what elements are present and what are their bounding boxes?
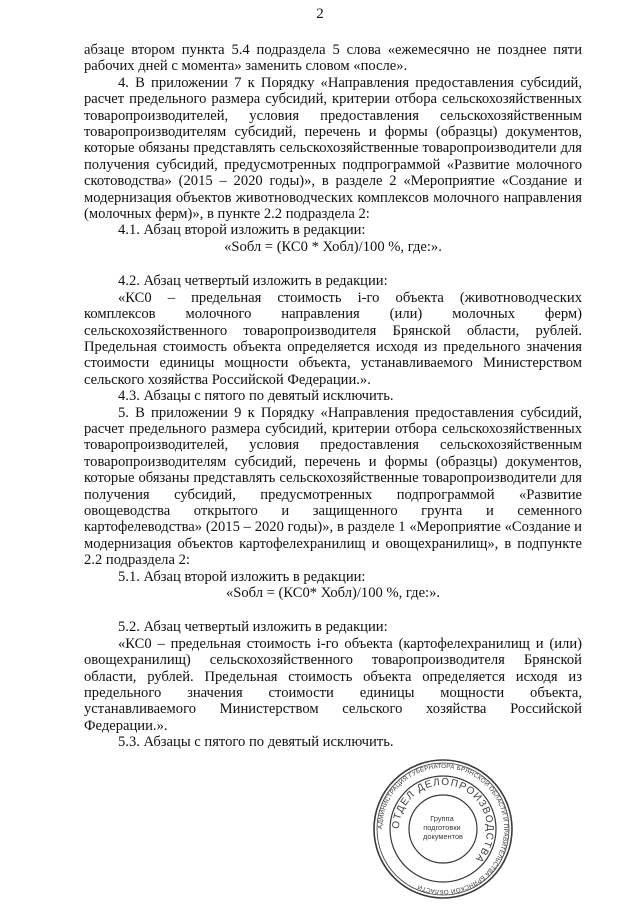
spacer (84, 255, 582, 273)
paragraph-continuation: абзаце втором пункта 5.4 подраздела 5 слова «ежемесячно не позднее пяти рабочих дней с момента» заменить словом «после». (84, 42, 582, 75)
spacer (84, 601, 582, 619)
paragraph-item-5-2: 5.2. Абзац четвертый изложить в редакции: (118, 619, 388, 636)
formula-4-1: «Sобл = (КС0 * Хобл)/100 %, где:». (224, 238, 442, 255)
svg-text:Группа подготовки: Группа подготовки документов (423, 814, 463, 841)
paragraph-item-4-2: 4.2. Абзац четвертый изложить в редакции: (118, 273, 388, 290)
paragraph-definition-5-2: «КС0 – предельная стоимость i-го объекта (картофелехранилищ и (или) овощехранилищ) сельскохозяйственного товаропроизводителя Брянской области, рублей. Предельная стоимость объекта определяется исходя из предельного значения стоимости единицы мощности объекта, устанавливаемого Министерством сельского хозяйства Российской Федерации.». (84, 635, 582, 734)
paragraph-definition-4-2: «КС0 – предельная стоимость i-го объекта (животноводческих комплексов молочного направления (или) молочных ферм) сельскохозяйственного товаропроизводителя Брянской области, рублей. Предельная стоимость объекта определяется исходя из предельного значения стоимости единицы мощности объекта, устанавливаемого Министерством сельского хозяйства Российской Федерации.». (84, 289, 582, 388)
stamp-seal-icon (372, 758, 514, 900)
paragraph-item-4-1: 4.1. Абзац второй изложить в редакции: (118, 222, 366, 239)
document-body (84, 42, 582, 751)
stamp-inner-text: ОТДЕЛ ДЕЛОПРОИЗВОДСТВА (390, 776, 496, 865)
paragraph-item-5-1: 5.1. Абзац второй изложить в редакции: (118, 568, 366, 585)
paragraph-item-4: 4. В приложении 7 к Порядку «Направления предоставления субсидий, расчет предельного размера субсидий, критерии отбора сельскохозяйственных товаропроизводителей, условия предоставления сельскохозяйственным товаропроизводителям субсидий, перечень и формы (образцы) документов, которые обязаны представлять сельскохозяйственные товаропроизводители для получения субсидий, предусмотренных подпрограммой «Развитие молочного скотоводства» (2015 – 2020 годы)», в разделе 2 «Мероприятие «Создание и модернизация объектов животноводческих комплексов молочного направления (молочных ферм)», в пункте 2.2 подраздела 2: (84, 74, 582, 223)
office-stamp (372, 758, 514, 900)
paragraph-item-4-3: 4.3. Абзацы с пятого по девятый исключить. (118, 388, 394, 405)
paragraph-item-5-3: 5.3. Абзацы с пятого по девятый исключить. (118, 734, 394, 751)
page-number: 2 (316, 6, 324, 22)
paragraph-item-5: 5. В приложении 9 к Порядку «Направления предоставления субсидий, расчет предельного размера субсидий, критерии отбора сельскохозяйственных товаропроизводителей, условия предоставления сельскохозяйственным товаропроизводителям субсидий, перечень и формы (образцы) документов, которые обязаны представлять сельскохозяйственные товаропроизводители для получения субсидий, предусмотренных подпрограммой «Развитие овощеводства открытого и защищенного грунта и семенного картофелеводства» (2015 – 2020 годы)», в разделе 1 «Мероприятие «Создание и модернизация объектов картофелехранилищ и овощехранилищ», в подпункте 2.2 подраздела 2: (84, 404, 582, 569)
stamp-outer-text: АДМИНИСТРАЦИЯ ГУБЕРНАТОРА БРЯНСКОЙ ОБЛАСТИ И ПРАВИТЕЛЬСТВА БРЯНСКОЙ ОБЛАСТИ (376, 762, 510, 896)
formula-5-1: «Sобл = (КС0* Хобл)/100 %, где:». (225, 585, 441, 601)
